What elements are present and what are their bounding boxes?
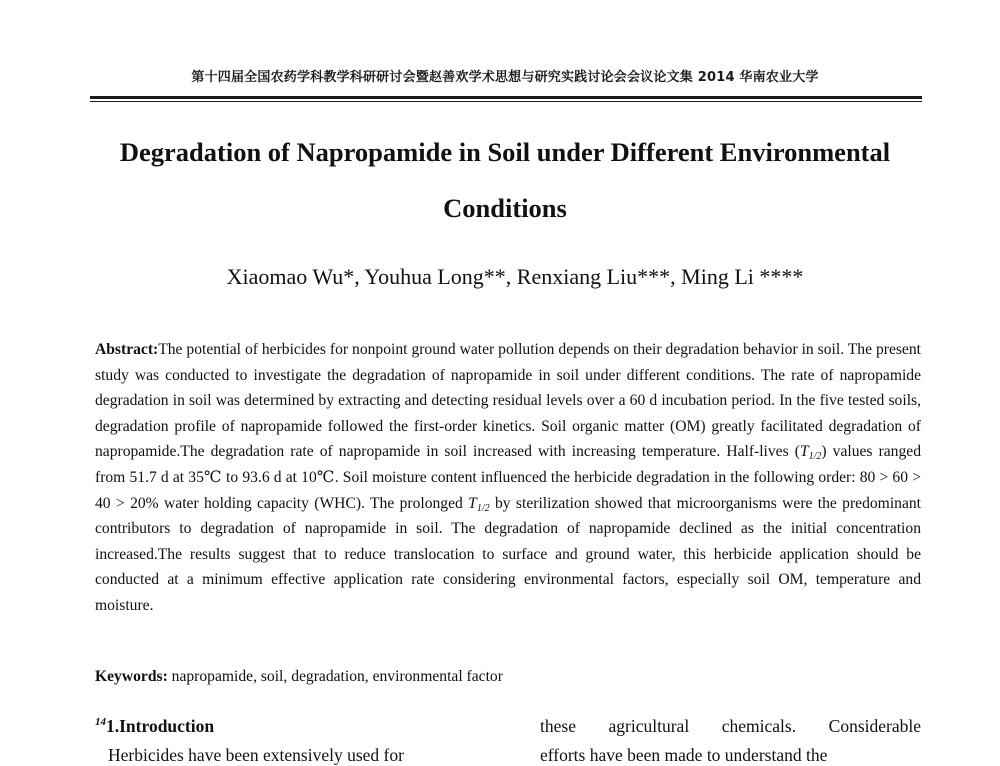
paper-title: Degradation of Napropamide in Soil under Different Environmental Conditions [119,137,891,223]
header-rule-secondary [90,101,922,102]
introduction-heading-text: 1.Introduction [106,716,215,736]
header-rule [90,96,922,99]
footnote-mark: 14 [95,716,106,728]
half-life-symbol-2: T [468,494,477,512]
keywords-text: napropamide, soil, degradation, environmental factor [167,668,503,685]
section-heading-introduction [95,716,214,737]
half-life-subscript: 1/2 [808,451,822,463]
abstract-label: Abstract: [95,341,159,358]
abstract [95,337,921,619]
right-column-cut-line: efforts have been made to understand the [540,745,828,765]
abstract-text-part1: The potential of herbicides for nonpoint ground water pollution depends on their degradation behavior in soil. The present study was conducted to investigate the degradation of napropamide in soil under different conditions. The rate of napropamide degradation in soil was determined by extracting and detecting residual levels over a 60 d incubation period. In the five tested soils, degradation profile of napropamide followed the first-order kinetics. Soil organic matter (OM) greatly facilitated degradation of napropamide.The degradation rate of napropamide in soil increased with increasing temperature. Half-lives ( [95,341,921,461]
half-life-subscript-2: 1/2 [476,502,490,514]
running-header: 第十四届全国农药学科教学科研研讨会暨赵善欢学术思想与研究实践讨论会会议论文集 2014 华南农业大学 [191,70,819,85]
abstract-text-part2: ) values ranged from 51.7 d at 35℃ to 93.6 d at 10℃. Soil moisture content influenced the herbicide degradation in the following order: 80 > 60 > 40 > 20% water holding capacity (WHC). The prolonged [95,443,921,512]
right-column-line: these agricultural chemicals. Considerable [540,716,921,736]
half-life-symbol: T [799,443,809,461]
keywords-label: Keywords: [95,668,168,685]
left-column-cut-line: Herbicides have been extensively used for [108,745,404,765]
author-list: Xiaomao Wu*, Youhua Long**, Renxiang Liu***, Ming Li **** [226,264,804,289]
keywords [95,664,921,689]
abstract-text-part3: by sterilization showed that microorganisms were the predominant contributors to degradation of napropamide in soil. The degradation of napropamide declined as the initial concentration increased.The results suggest that to reduce translocation to surface and ground water, this herbicide application should be conducted at a minimum effective application rate considering environmental factors, especially soil OM, temperature and moisture. [95,494,921,614]
